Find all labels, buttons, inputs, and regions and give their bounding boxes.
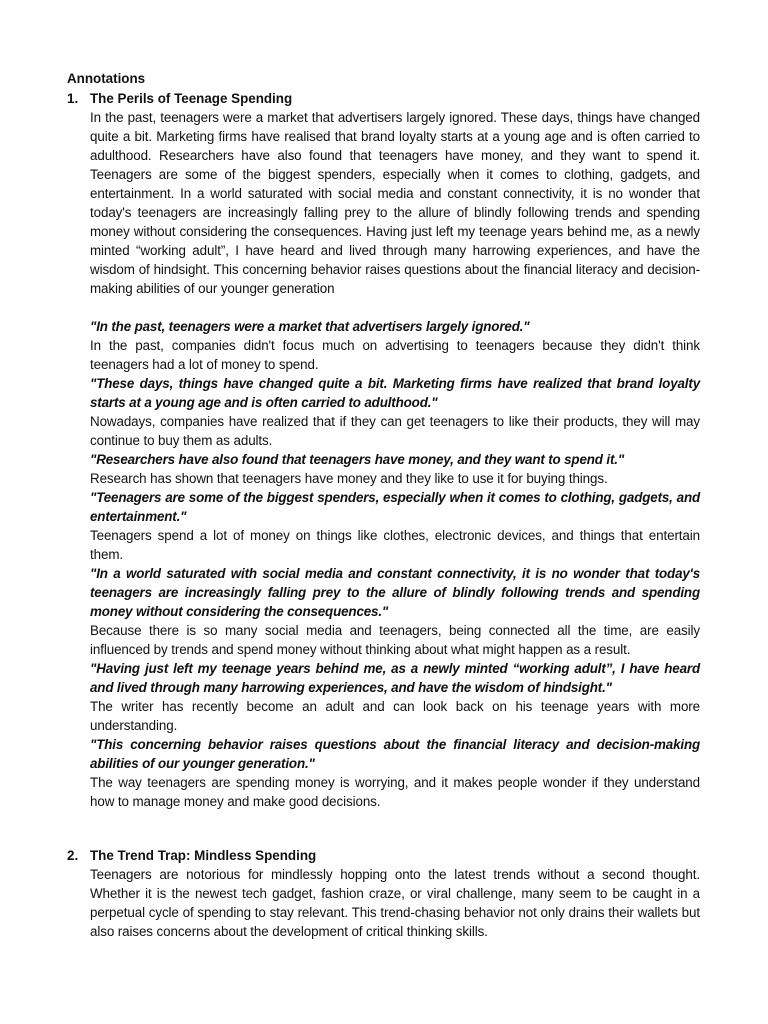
section-title: The Trend Trap: Mindless Spending bbox=[90, 848, 317, 863]
document-title: Annotations bbox=[67, 71, 146, 86]
section-title: The Perils of Teenage Spending bbox=[90, 91, 293, 106]
section-paragraph: Teenagers are notorious for mindlessly hopping onto the latest trends without a second thought. Whether it is the newest tech gadget, fashion craze, or viral challenge, many seem to be caught in a perpetual cycle of spending to stay relevant. This trend-chasing behavior not only drains their wallets but also raises concerns about the development of critical thinking skills. bbox=[90, 867, 700, 939]
section-1 bbox=[67, 89, 700, 811]
section-body bbox=[90, 865, 700, 941]
section-2 bbox=[67, 846, 700, 941]
annotation-quote: "Having just left my teenage years behind me, as a newly minted “working adult”, I have heard and lived through many harrowing experiences, and have the wisdom of hindsight." bbox=[90, 661, 700, 695]
section-number: 2. bbox=[67, 848, 79, 863]
section-body bbox=[90, 108, 700, 811]
annotation-explanation: In the past, companies didn't focus much on advertising to teenagers because they didn't think teenagers had a lot of money to spend. bbox=[90, 338, 700, 372]
annotation-quote: "Researchers have also found that teenagers have money, and they want to spend it." bbox=[90, 452, 625, 467]
section-paragraph: In the past, teenagers were a market that advertisers largely ignored. These days, things have changed quite a bit. Marketing firms have realised that brand loyalty starts at a young age and is often carried to adulthood. Researchers have also found that teenagers have money, and they want to spend it. Teenagers are some of the biggest spenders, especially when it comes to clothing, gadgets, and entertainment. In a world saturated with social media and constant connectivity, it is no wonder that today's teenagers are increasingly falling prey to the allure of blindly following trends and spending money without considering the consequences. Having just left my teenage years behind me, as a newly minted “working adult”, I have heard and lived through many harrowing experiences, and have the wisdom of hindsight. This concerning behavior raises questions about the financial literacy and decision-making abilities of our younger generation bbox=[90, 110, 700, 296]
annotation-quote: "These days, things have changed quite a bit. Marketing firms have realized that brand loyalty starts at a young age and is often carried to adulthood." bbox=[90, 376, 700, 410]
section-heading bbox=[67, 846, 700, 865]
paragraph-gap bbox=[90, 298, 700, 317]
annotation-explanation: Teenagers spend a lot of money on things like clothes, electronic devices, and things that entertain them. bbox=[90, 528, 700, 562]
annotation-explanation: Nowadays, companies have realized that if they can get teenagers to like their products, they will may continue to buy them as adults. bbox=[90, 414, 700, 448]
section-number: 1. bbox=[67, 91, 79, 106]
annotation-quote: "In the past, teenagers were a market that advertisers largely ignored." bbox=[90, 319, 530, 334]
annotation-explanation: The writer has recently become an adult and can look back on his teenage years with more understanding. bbox=[90, 699, 700, 733]
section-heading bbox=[67, 89, 700, 108]
annotation-explanation: The way teenagers are spending money is worrying, and it makes people wonder if they understand how to manage money and make good decisions. bbox=[90, 775, 700, 809]
annotation-quote: "This concerning behavior raises questions about the financial literacy and decision-making abilities of our younger generation." bbox=[90, 737, 700, 771]
annotation-quote: "In a world saturated with social media and constant connectivity, it is no wonder that today's teenagers are increasingly falling prey to the allure of blindly following trends and spending money without considering the consequences." bbox=[90, 566, 700, 619]
annotation-explanation: Because there is so many social media and teenagers, being connected all the time, are easily influenced by trends and spend money without thinking about what might happen as a result. bbox=[90, 623, 700, 657]
annotation-explanation: Research has shown that teenagers have money and they like to use it for buying things. bbox=[90, 471, 608, 486]
annotation-quote: "Teenagers are some of the biggest spenders, especially when it comes to clothing, gadgets, and entertainment." bbox=[90, 490, 700, 524]
